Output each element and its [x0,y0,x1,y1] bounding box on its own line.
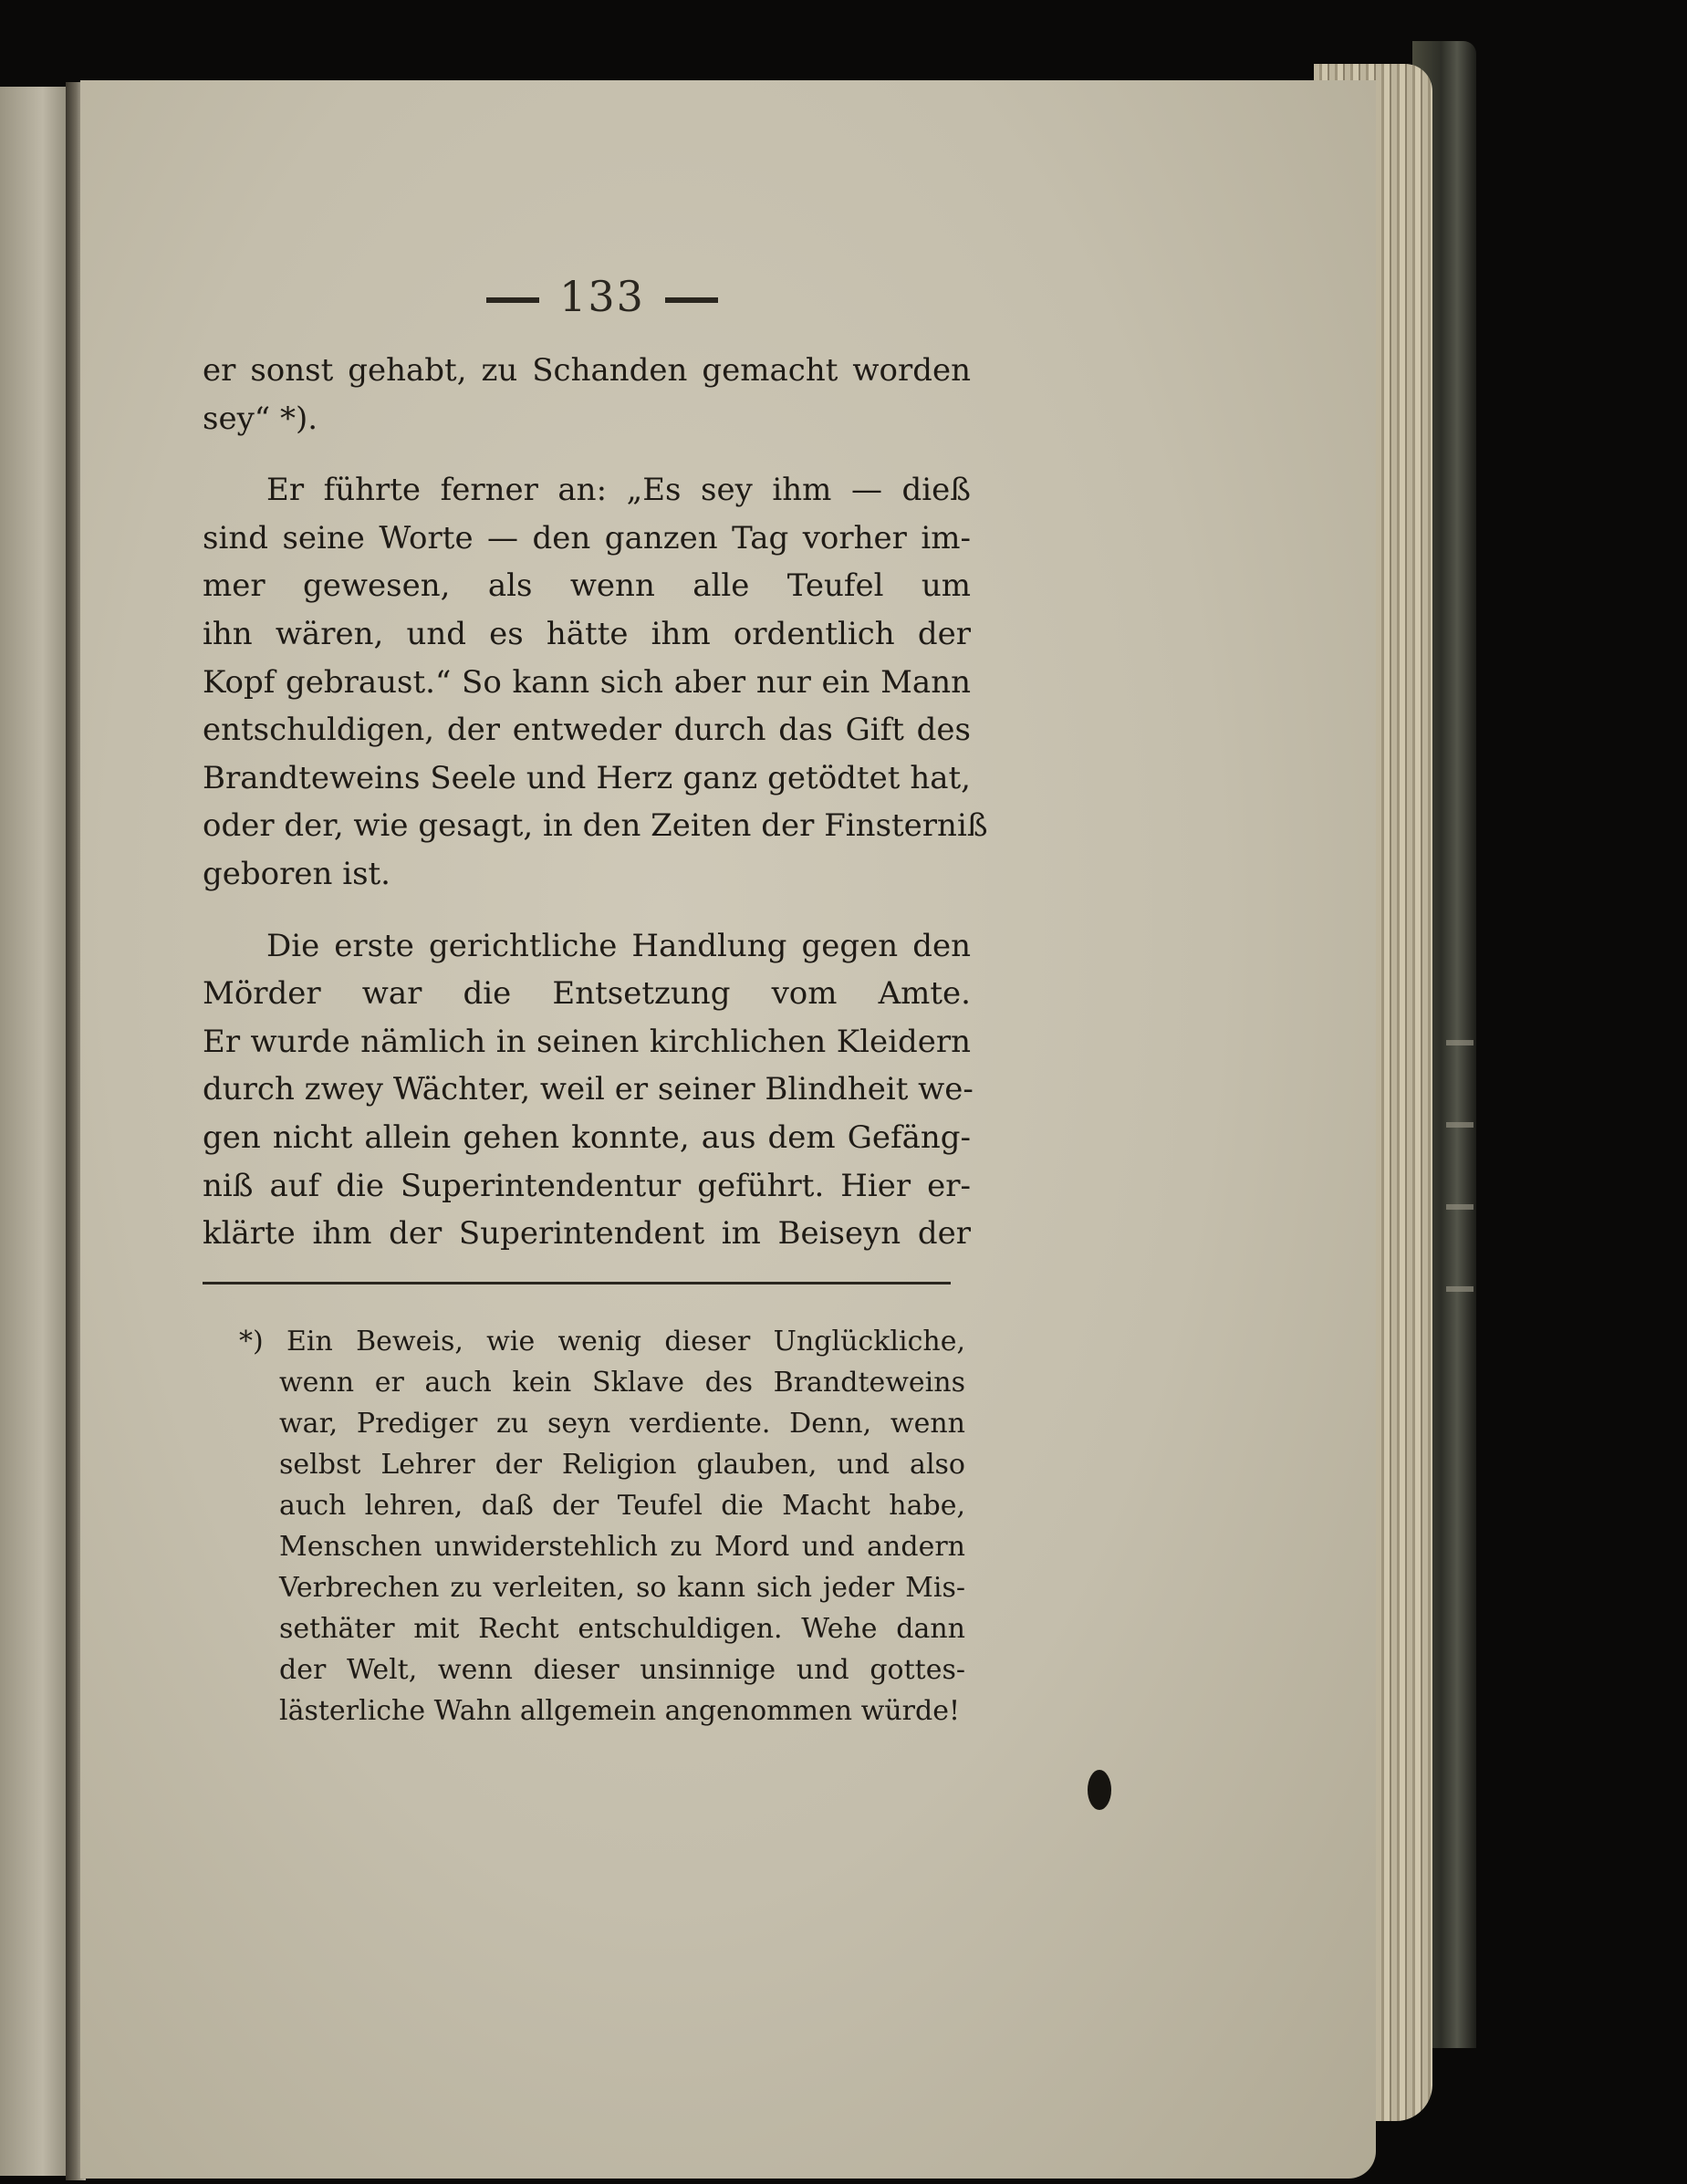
footnote-separator [203,1282,951,1284]
text-line: Er wurde nämlich in seinen kirchlichen Kleidern [203,1023,971,1060]
text-line: Kopf gebraust.“ So kann sich aber nur ein Mann [203,663,971,701]
page-number [456,272,748,321]
text-line: durch zwey Wächter, weil er seiner Blindheit we- [203,1071,974,1108]
paragraph-3 [203,922,974,1258]
page-number-dash-right [665,297,718,303]
text-line: entschuldigen, der entweder durch das Gift des [203,712,971,749]
text-line: klärte ihm der Superintendent im Beiseyn der [203,1215,971,1253]
page-number-value: 133 [559,272,645,321]
text-line: Mörder war die Entsetzung vom Amte. [203,975,971,1013]
footnote-line: der Welt, wenn dieser unsinnige und gottes- [279,1654,965,1686]
footnote [239,1321,965,1732]
text-line: er sonst gehabt, zu Schanden gemacht worden [203,352,971,389]
footnote-line: wenn er auch kein Sklave des Brandteweins [279,1367,965,1399]
left-page-edge [0,87,71,2176]
text-line: sey“ *). [203,400,318,437]
text-line: Die erste gerichtliche Handlung gegen den [266,927,971,964]
footnote-line: Menschen unwiderstehlich zu Mord und andern [279,1531,965,1563]
text-line: sind seine Worte — den ganzen Tag vorher im- [203,519,971,556]
paragraph-2 [203,466,988,898]
page-number-dash-left [486,297,539,303]
text-line: niß auf die Superintendentur geführt. Hier er- [203,1167,971,1204]
ink-blot [1088,1770,1111,1810]
text-line: gen nicht allein gehen konnte, aus dem Gefäng- [203,1118,971,1156]
text-line: geboren ist. [203,855,391,892]
footnote-line: war, Prediger zu seyn verdiente. Denn, wenn [279,1408,965,1440]
paragraph-1 [203,347,971,442]
text-line: oder der, wie gesagt, in den Zeiten der Finsterniß [203,807,988,845]
text-line: Er führte ferner an: „Es sey ihm — dieß [266,472,971,509]
footnote-line: *) Ein Beweis, wie wenig dieser Unglückliche, [239,1326,965,1357]
footnote-line: Verbrechen zu verleiten, so kann sich jeder Mis- [279,1572,965,1604]
text-line: mer gewesen, als wenn alle Teufel um [203,567,971,605]
footnote-line: auch lehren, daß der Teufel die Macht habe, [279,1490,965,1522]
cover-wear [1446,1004,1474,1368]
text-line: Brandteweins Seele und Herz ganz getödtet hat, [203,759,971,796]
footnote-line: selbst Lehrer der Religion glauben, und also [279,1449,965,1481]
footnote-line: lästerliche Wahn allgemein angenommen würde! [279,1695,961,1727]
text-line: ihn wären, und es hätte ihm ordentlich der [203,615,971,652]
footnote-line: sethäter mit Recht entschuldigen. Wehe dann [279,1613,965,1645]
body-text [203,347,988,1258]
